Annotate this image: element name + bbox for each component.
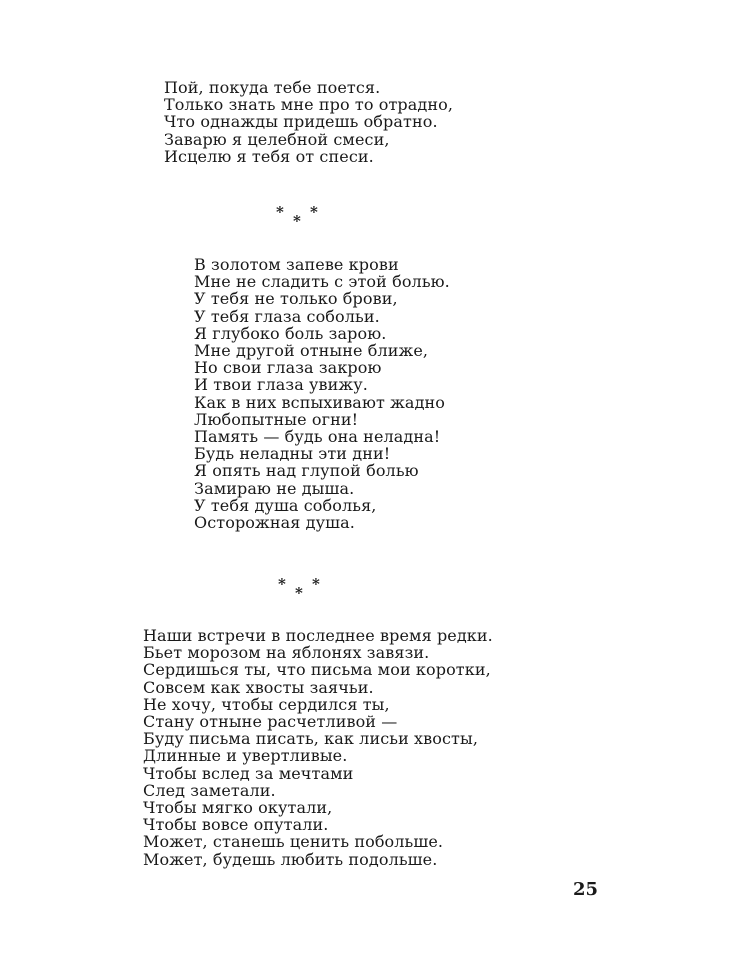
poem-line: Любопытные огни! [194,409,359,429]
asterisk-icon: * [293,212,301,230]
poem-line: Заварю я целебной смеси, [164,129,390,149]
poem-line: Осторожная душа. [194,513,355,533]
poem-line: След заметали. [143,780,276,800]
section-separator-1 [276,203,326,230]
poem-line: У тебя душа соболья, [194,495,377,515]
poem-line: Я глубоко боль зарою. [194,323,387,343]
poem-line: Может, станешь ценить побольше. [143,832,444,852]
poem-line: У тебя не только брови, [194,289,398,309]
page-number: 25 [573,879,599,900]
poem-line: Я опять над глупой болью [194,461,419,481]
poem-line: Буду письма писать, как лисьи хвосты, [143,729,479,749]
poem-1-stanza [164,79,453,165]
poem-line: Чтобы вслед за мечтами [143,763,354,783]
poem-line: В золотом запеве крови [194,255,399,274]
asterisk-icon: * [278,575,286,593]
poem-line: Как в них вспыхивают жадно [194,392,446,412]
poem-line: Длинные и увертливые. [143,746,348,766]
poem-line: Может, будешь любить подольше. [143,849,438,869]
poem-line: И твои глаза увижу. [194,375,368,395]
poem-line: Пой, покуда тебе поется. [164,78,381,97]
poem-line: Наши встречи в последнее время редки. [143,626,493,645]
poem-line: Замираю не дыша. [194,478,355,498]
poem-line: Стану отныне расчетливой — [143,712,398,732]
asterisk-icon: * [312,575,320,593]
section-separator-2 [278,575,328,602]
poem-line: Сердишься ты, что письма мои коротки, [143,660,491,680]
asterisk-icon: * [310,203,318,221]
poem-3-stanza [143,627,493,868]
poem-line: Но свои глаза закрою [194,358,382,378]
poem-line: Чтобы вовсе опутали. [143,815,329,835]
poem-line: Мне другой отныне ближе, [194,341,429,361]
poem-line: Чтобы мягко окутали, [143,798,333,818]
poem-line: Совсем как хвосты заячьи. [143,677,374,697]
asterisk-icon: * [295,584,303,602]
poem-line: Только знать мне про то отрадно, [164,95,454,115]
poem-line: Что однажды придешь обратно. [164,112,438,132]
asterisk-icon: * [276,203,284,221]
poem-line: Бьет морозом на яблонях завязи. [143,643,430,663]
poem-line: Исцелю я тебя от спеси. [164,146,374,166]
poem-line: У тебя глаза собольи. [194,306,380,326]
poem-line: Память — будь она неладна! [194,427,441,447]
poem-line: Не хочу, чтобы сердился ты, [143,694,390,714]
poem-2-stanza [194,256,450,531]
poem-line: Будь неладны эти дни! [194,444,391,464]
poem-line: Мне не сладить с этой болью. [194,272,450,292]
